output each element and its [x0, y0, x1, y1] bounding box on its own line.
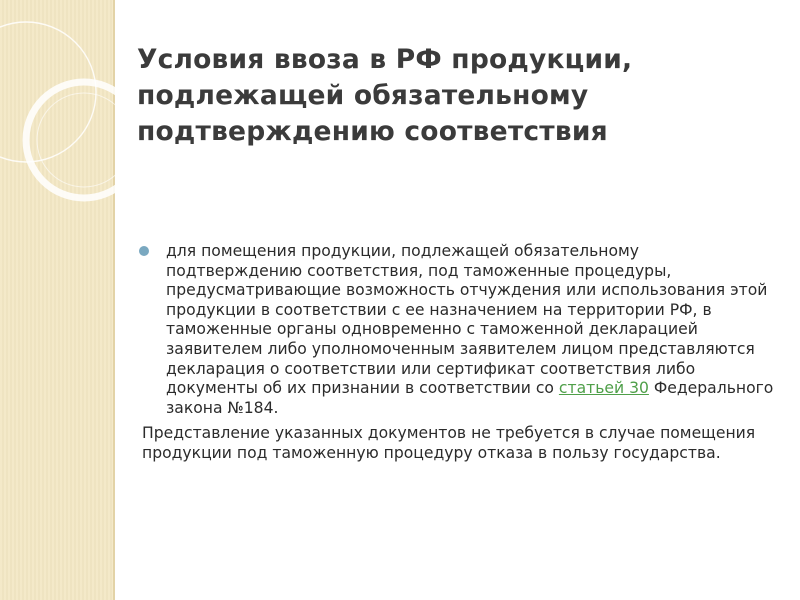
note-paragraph: Представление указанных документов не требуется в случае помещения продукции под таможенную процедуру отказа в пользу государства. — [142, 424, 756, 462]
slide-content — [137, 242, 777, 464]
article-30-link[interactable]: статьей 30 — [558, 379, 649, 398]
bullet-text: для помещения продукции, подлежащей обязательному подтверждению соответствия, под таможенные процедуры, предусматривающие возможность отчуждения или использования этой продукции в соответствии с ее назначением на территории РФ, в таможенные органы одновременно с таможенной декларацией заявителем либо уполномоченным заявителем лицом представляются декларация о соответствии или сертификат соответствия либо документы об их признании в соответствии со — [166, 242, 768, 398]
bullet-dot-icon — [139, 246, 149, 256]
bullet-item — [137, 242, 777, 418]
slide-title: Условия ввоза в РФ продукции, подлежащей обязательному подтверждению соответствия — [137, 44, 633, 147]
bullet-text-end: Федерального закона №184. — [166, 379, 774, 417]
